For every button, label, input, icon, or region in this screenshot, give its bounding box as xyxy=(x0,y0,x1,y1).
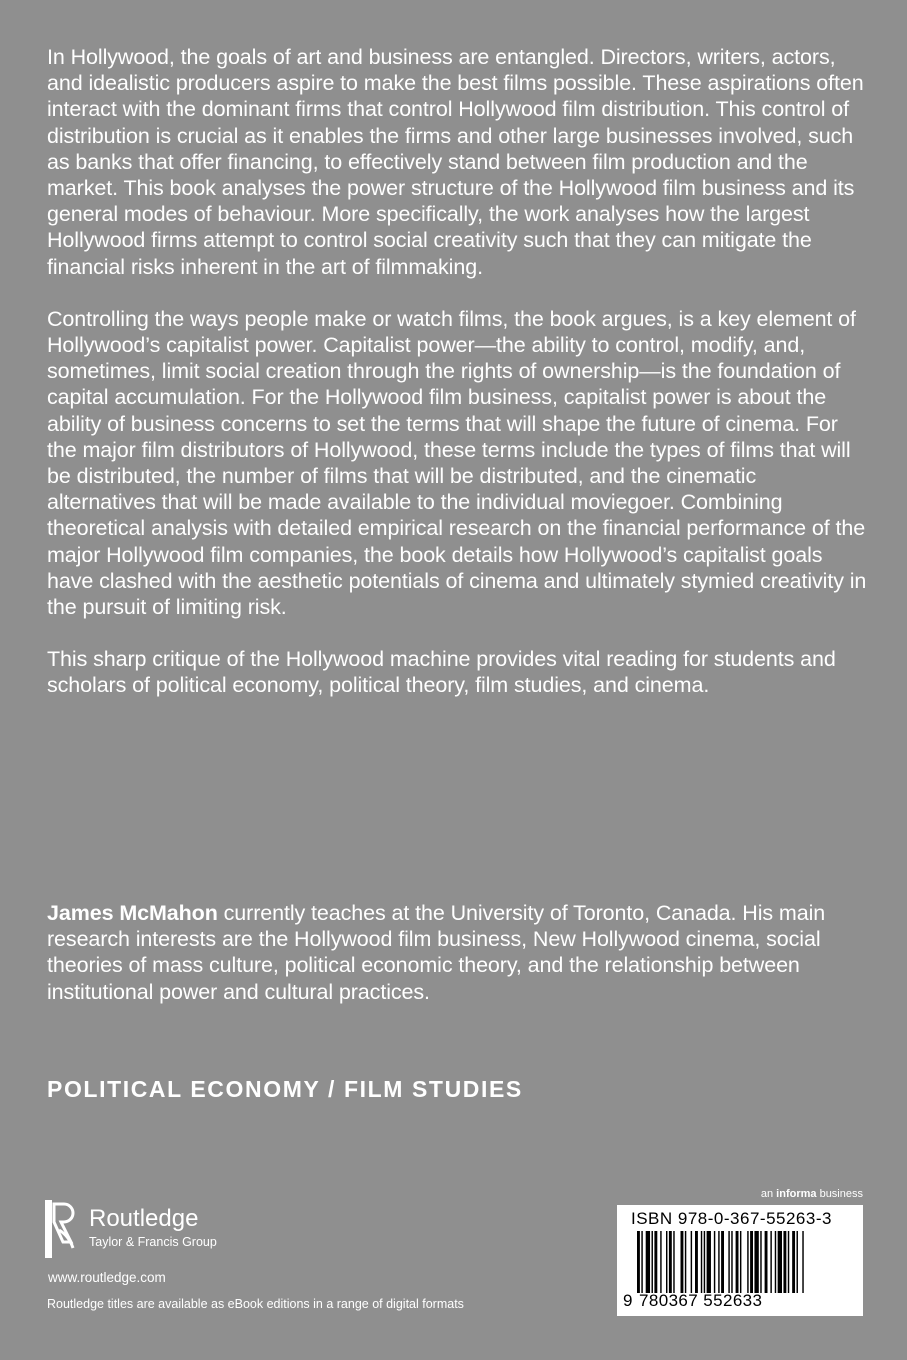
routledge-logo-icon xyxy=(45,1200,81,1258)
barcode-bar xyxy=(714,1231,715,1293)
barcode-bar xyxy=(704,1231,705,1293)
barcode-bar xyxy=(707,1231,711,1293)
publisher-block xyxy=(45,1200,305,1300)
barcode-bar xyxy=(641,1231,642,1293)
blurb-paragraph-3: This sharp critique of the Hollywood machine provides vital reading for students and scholars of political economy, political theory, film studies, and cinema. xyxy=(47,647,836,698)
barcode-bar xyxy=(718,1231,719,1293)
author-bio xyxy=(47,900,867,1005)
barcode-bar xyxy=(747,1231,748,1293)
barcode-bar xyxy=(660,1231,661,1293)
barcode-bar xyxy=(654,1231,657,1293)
author-bio-text: currently teaches at the University of Toronto, Canada. His main research interests are the Hollywood film business, New Hollywood cinema, social theories of mass culture, political economic theory, and the relationship between institutional power and cultural practices. xyxy=(47,901,826,1004)
informa-brand: informa xyxy=(776,1188,817,1200)
barcode-bar xyxy=(783,1231,786,1293)
barcode-bar xyxy=(646,1231,650,1293)
informa-suffix: business xyxy=(816,1188,863,1200)
barcode-bar xyxy=(775,1231,776,1293)
barcode-bar xyxy=(721,1231,724,1293)
publisher-group: Taylor & Francis Group xyxy=(89,1235,217,1249)
blurb-paragraph-2: Controlling the ways people make or watch films, the book argues, is a key element of Hollywood’s capitalist power. Capitalist power—the ability to control, modify, and, sometimes, limit social creation through the rights of ownership—is the foundation of capital accumulation. For the Hollywood film business, capitalist power is about the ability of business concerns to set the terms that will shape the future of cinema. For the major film distributors of Hollywood, these terms include the types of films that will be distributed, the number of films that will be distributed, and the cinematic alternatives that will be made available to the individual moviegoer. Combining theoretical analysis with detailed empirical research on the financial performance of the major Hollywood film companies, the book details how Hollywood’s capitalist goals have clashed with the aesthetic potentials of cinema and ultimately stymied creativity in the pursuit of limiting risk. xyxy=(47,306,867,620)
barcode-bar xyxy=(754,1231,758,1293)
barcode-bar xyxy=(652,1231,653,1293)
ebook-note: Routledge titles are available as eBook editions in a range of digital formats xyxy=(47,1297,464,1311)
barcode-bars xyxy=(637,1231,849,1293)
barcode-bar xyxy=(728,1231,729,1293)
barcode-bar xyxy=(673,1231,674,1293)
barcode-area xyxy=(617,1188,863,1318)
barcode-bar xyxy=(760,1231,761,1293)
barcode-bar xyxy=(770,1231,771,1293)
barcode-bar xyxy=(740,1231,741,1293)
barcode-bar xyxy=(695,1231,698,1293)
subject-category: POLITICAL ECONOMY / FILM STUDIES xyxy=(47,1076,523,1102)
barcode-bar xyxy=(666,1231,667,1293)
barcode-bar xyxy=(797,1231,798,1293)
barcode-bar xyxy=(792,1231,795,1293)
barcode-bar xyxy=(788,1231,789,1293)
informa-tagline xyxy=(761,1188,863,1200)
blurb-paragraph-1: In Hollywood, the goals of art and business are entangled. Directors, writers, actors, and idealistic producers aspire to make the best films possible. These aspirations often interact with the dominant firms that control Hollywood film distribution. This control of distribution is crucial as it enables the firms and other large businesses involved, such as banks that offer financing, to effectively stand between film production and the market. This book analyses the power structure of the Hollywood film business and its general modes of behaviour. More specifically, the work analyses how the largest Hollywood firms attempt to control social creativity such that they can mitigate the financial risks inherent in the art of filmmaking. xyxy=(47,45,864,279)
isbn-label: ISBN 978-0-367-55263-3 xyxy=(631,1209,832,1228)
barcode-bar xyxy=(802,1231,803,1293)
publisher-name: Routledge xyxy=(89,1205,199,1232)
barcode-box xyxy=(617,1205,863,1316)
back-cover-blurb xyxy=(47,44,867,725)
author-name: James McMahon xyxy=(47,901,218,925)
barcode-bar xyxy=(669,1231,672,1293)
informa-prefix: an xyxy=(760,1188,777,1200)
barcode-bar xyxy=(765,1231,768,1293)
barcode-bar xyxy=(778,1231,782,1293)
barcode-bar xyxy=(637,1231,640,1293)
barcode-bar xyxy=(701,1231,702,1293)
barcode-bar xyxy=(736,1231,739,1293)
barcode-bar xyxy=(681,1231,684,1293)
barcode-bar xyxy=(685,1231,686,1293)
barcode-bar xyxy=(691,1231,692,1293)
barcode-bar xyxy=(731,1231,732,1293)
publisher-url[interactable]: www.routledge.com xyxy=(48,1270,166,1285)
barcode-bar xyxy=(750,1231,753,1293)
isbn-digits-rest: 780367 552633 xyxy=(639,1291,763,1310)
isbn-digit-first: 9 xyxy=(623,1291,633,1310)
